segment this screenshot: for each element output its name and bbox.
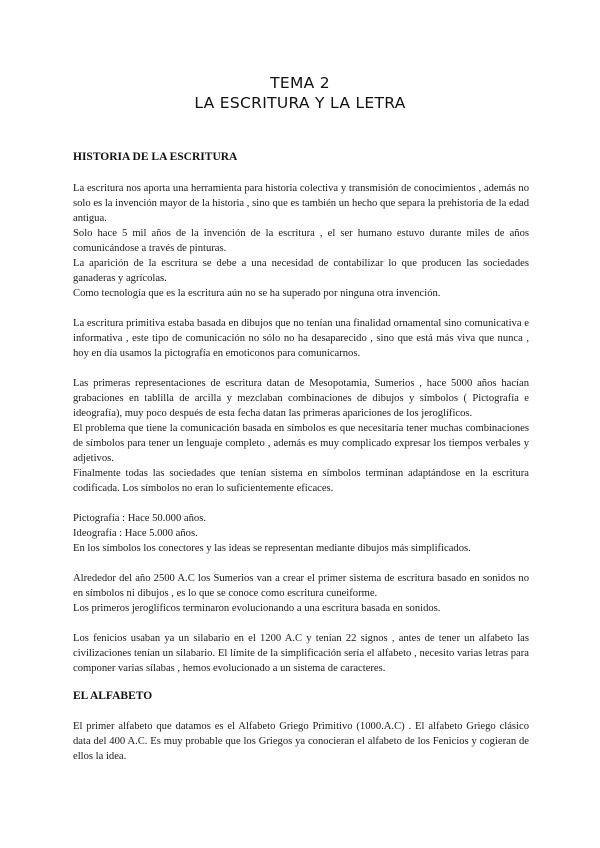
paragraph: La aparición de la escritura se debe a una necesidad de contabilizar lo que producen las sociedades ganaderas y agrícolas.: [73, 258, 529, 284]
paragraph: Ideografía : Hace 5.000 años.: [73, 528, 198, 539]
paragraph: El problema que tiene la comunicación basada en símbolos es que necesitaría tener muchas combinaciones de símbolos para tener un lenguaje completo , además es muy complicado expresar los tiempos verbales y adjetivos.: [73, 423, 529, 464]
paragraph-gap: [73, 301, 529, 316]
document-title-main: LA ESCRITURA Y LA LETRA: [194, 94, 406, 112]
paragraph-gap: [73, 556, 529, 571]
paragraph: Como tecnología que es la escritura aún no se ha superado por ninguna otra invención.: [73, 288, 441, 299]
paragraph: Solo hace 5 mil años de la invención de la escritura , el ser humano estuvo durante miles de años comunicándose a través de pinturas.: [73, 228, 529, 254]
paragraph-gap: [73, 361, 529, 376]
paragraph: El primer alfabeto que datamos es el Alfabeto Griego Primitivo (1000.A.C) . El alfabeto Griego clásico data del 400 A.C. Es muy probable que los Griegos ya conocieran el alfabeto de los Fenicios y cogieran de ellos la idea.: [73, 721, 529, 762]
paragraph: Las primeras representaciones de escritura datan de Mesopotamia, Sumerios , hace 5000 años hacían grabaciones en tablilla de arcilla y mezclaban combinaciones de dibujos y símbolos ( Pictografía e ideografía), muy poco después de esta fecha datan las primeras apariciones de los jeroglíficos.: [73, 378, 529, 419]
paragraph: Los primeros jeroglíficos terminaron evolucionando a una escritura basada en sonidos.: [73, 603, 441, 614]
paragraph: En los símbolos los conectores y las ideas se representan mediante dibujos más simplificados.: [73, 543, 471, 554]
paragraph-gap: [73, 496, 529, 511]
paragraph: La escritura primitiva estaba basada en dibujos que no tenían una finalidad ornamental sino comunicativa e informativa , este tipo de comunicación no sólo no ha desaparecido , sino que está más viva que nunca , hoy en día usamos la pictografía en emoticonos para comunicarnos.: [73, 318, 529, 359]
paragraph-gap: [73, 616, 529, 631]
document-title-topic: TEMA 2: [270, 74, 330, 92]
section-heading-historia: HISTORIA DE LA ESCRITURA: [73, 151, 238, 163]
paragraph: Alrededor del año 2500 A.C los Sumerios van a crear el primer sistema de escritura basado en sonidos no en símbolos ni dibujos , es lo que se conoce como escritura cuneiforme.: [73, 573, 529, 599]
section-body-historia: [73, 181, 529, 676]
section-heading-alfabeto: EL ALFABETO: [73, 690, 153, 702]
paragraph: Pictografía : Hace 50.000 años.: [73, 513, 206, 524]
section-body-alfabeto: [73, 719, 529, 764]
paragraph: Finalmente todas las sociedades que tenían sistema en símbolos terminan adaptándose en la escritura codificada. Los símbolos no eran lo suficientemente eficaces.: [73, 468, 529, 494]
paragraph: Los fenicios usaban ya un silabario en el 1200 A.C y tenían 22 signos , antes de tener un alfabeto las civilizaciones tenían un silabario. El límite de la simplificación sería el alfabeto , necesito varias letras para componer varias sílabas , hemos evolucionado a un sistema de caracteres.: [73, 633, 529, 674]
paragraph: La escritura nos aporta una herramienta para historia colectiva y transmisión de conocimientos , además no solo es la invención mayor de la historia , sino que es también un hecho que separa la prehistoria de la edad antigua.: [73, 183, 529, 224]
